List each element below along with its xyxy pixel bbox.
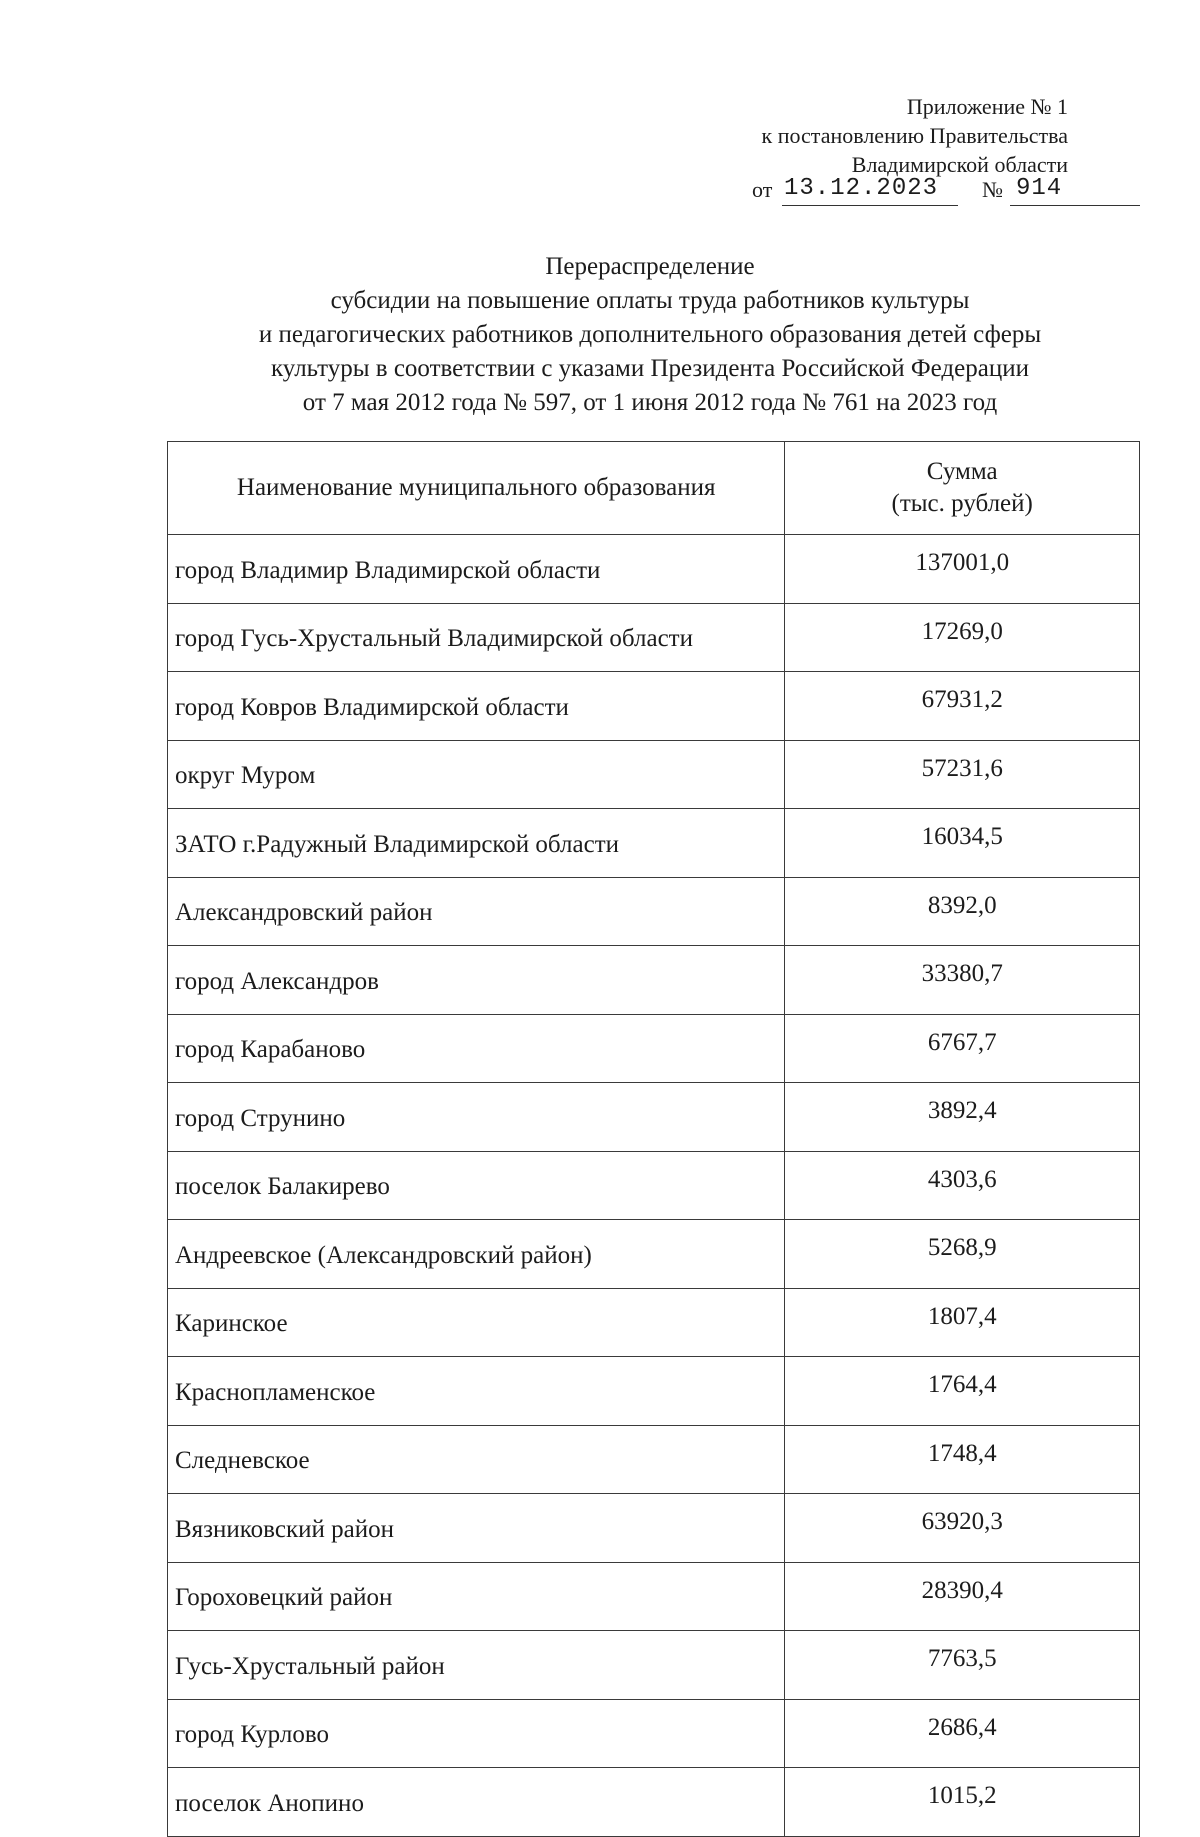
row-name: город Курлово [168, 1699, 785, 1768]
col-amount-header-line-2: (тыс. рублей) [891, 490, 1033, 517]
row-name: город Гусь-Хрустальный Владимирской области [168, 603, 785, 672]
row-amount: 4303,6 [785, 1151, 1140, 1220]
row-amount: 1748,4 [785, 1425, 1140, 1494]
table-row [168, 809, 1140, 878]
row-amount: 1807,4 [785, 1288, 1140, 1357]
table-row [168, 1151, 1140, 1220]
row-amount: 16034,5 [785, 809, 1140, 878]
row-name: округ Муром [168, 740, 785, 809]
table-row [168, 1220, 1140, 1289]
row-amount: 17269,0 [785, 603, 1140, 672]
appendix-line-2: к постановлению Правительства [761, 123, 1068, 148]
date-number-line [752, 177, 1140, 207]
row-amount: 1015,2 [785, 1768, 1140, 1837]
table-row [168, 603, 1140, 672]
row-amount: 3892,4 [785, 1083, 1140, 1152]
appendix-line-3: Владимирской области [851, 152, 1068, 177]
row-name: город Ковров Владимирской области [168, 672, 785, 741]
row-amount: 8392,0 [785, 877, 1140, 946]
date-prefix: от [752, 177, 773, 202]
col-amount-header [785, 442, 1140, 535]
appendix-block [762, 92, 1068, 179]
row-name: город Александров [168, 946, 785, 1015]
date-value: 13.12.2023 [784, 175, 939, 202]
document-title [150, 250, 1150, 420]
row-name: Андреевское (Александровский район) [168, 1220, 785, 1289]
appendix-line-1: Приложение № 1 [906, 94, 1068, 119]
row-amount: 67931,2 [785, 672, 1140, 741]
table-row [168, 1425, 1140, 1494]
row-amount: 6767,7 [785, 1014, 1140, 1083]
row-name: город Струнино [168, 1083, 785, 1152]
row-name: Вязниковский район [168, 1494, 785, 1563]
number-value: 914 [1016, 175, 1063, 202]
date-underline [782, 205, 958, 206]
row-name: Александровский район [168, 877, 785, 946]
title-line-1: Перераспределение [545, 253, 755, 280]
row-name: город Владимир Владимирской области [168, 535, 785, 604]
row-amount: 5268,9 [785, 1220, 1140, 1289]
table-row [168, 672, 1140, 741]
row-name: Следневское [168, 1425, 785, 1494]
row-amount: 57231,6 [785, 740, 1140, 809]
row-name: поселок Анопино [168, 1768, 785, 1837]
table-row [168, 946, 1140, 1015]
table-row [168, 1768, 1140, 1837]
row-amount: 63920,3 [785, 1494, 1140, 1563]
row-amount: 2686,4 [785, 1699, 1140, 1768]
table-row [168, 1288, 1140, 1357]
row-name: город Карабаново [168, 1014, 785, 1083]
col-amount-header-line-1: Сумма [926, 458, 998, 485]
table-row [168, 1083, 1140, 1152]
table-row [168, 1631, 1140, 1700]
row-name: Краснопламенское [168, 1357, 785, 1426]
table-row [168, 1014, 1140, 1083]
title-line-5: от 7 мая 2012 года № 597, от 1 июня 2012 года № 761 на 2023 год [302, 389, 998, 416]
table-row [168, 1494, 1140, 1563]
table-row [168, 877, 1140, 946]
number-prefix: № [982, 177, 1003, 202]
table-row [168, 1562, 1140, 1631]
col-name-header: Наименование муниципального образования [168, 442, 785, 535]
table-row [168, 1699, 1140, 1768]
row-amount: 28390,4 [785, 1562, 1140, 1631]
row-amount: 7763,5 [785, 1631, 1140, 1700]
row-name: ЗАТО г.Радужный Владимирской области [168, 809, 785, 878]
table-row [168, 740, 1140, 809]
row-amount: 33380,7 [785, 946, 1140, 1015]
row-amount: 1764,4 [785, 1357, 1140, 1426]
row-name: Гороховецкий район [168, 1562, 785, 1631]
row-name: Каринское [168, 1288, 785, 1357]
table-header-row [168, 442, 1140, 535]
subsidy-table [167, 441, 1140, 1837]
row-amount: 137001,0 [785, 535, 1140, 604]
title-line-3: и педагогических работников дополнительного образования детей сферы [258, 321, 1042, 348]
row-name: Гусь-Хрустальный район [168, 1631, 785, 1700]
title-line-4: культуры в соответствии с указами Президента Российской Федерации [271, 355, 1029, 382]
row-name: поселок Балакирево [168, 1151, 785, 1220]
number-underline [1010, 205, 1140, 206]
table-row [168, 1357, 1140, 1426]
table-row [168, 535, 1140, 604]
title-line-2: субсидии на повышение оплаты труда работников культуры [330, 287, 970, 314]
